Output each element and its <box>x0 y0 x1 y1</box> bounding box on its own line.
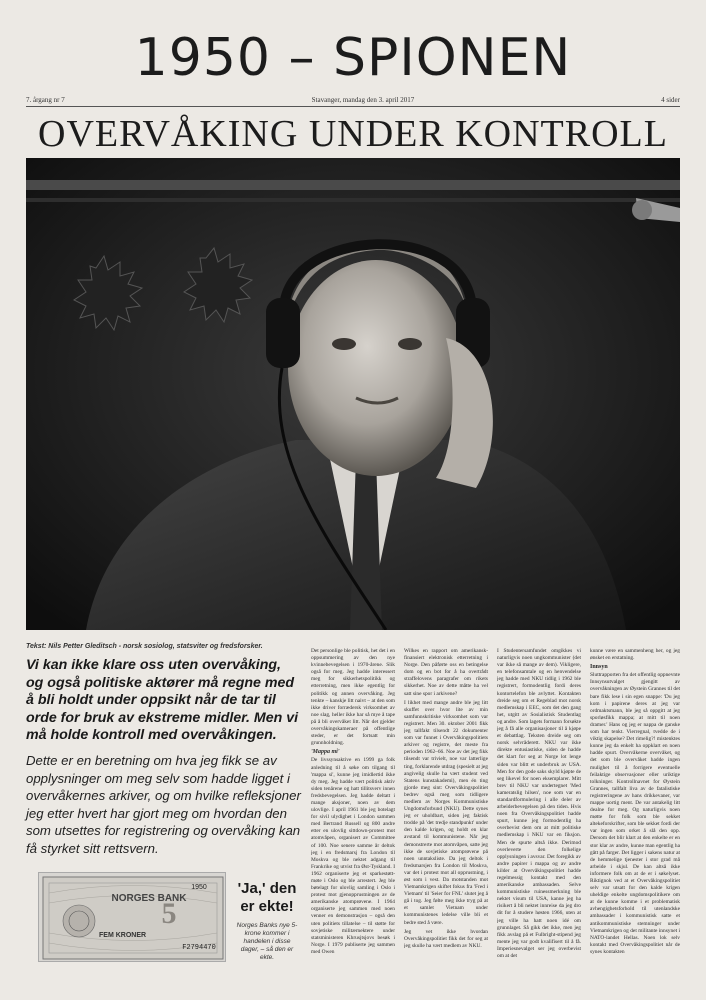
banknote-callout <box>234 880 300 962</box>
banknote-image <box>38 872 226 962</box>
lead-paragraph: Vi kan ikke klare oss uten overvåking, og også politiske aktører må regne med å bli holdt under oppsikt når de tar til orde for bruk av ekstreme midler. Men vi må holde kontroll med overvåkingen. <box>26 657 299 744</box>
banknote-year: 1950 <box>191 884 207 891</box>
page-count: 4 sider <box>661 96 680 104</box>
article-paragraph: I Studentersamfundet omgikkes vi naturligvis noen ungkommunister (det var ikke så mange av dem). Vikligere, en telefonsamtale og en henvendelse jeg hadde med NKU tidlig i 1962 ble registrert, formodentlig fordi deres kontortelefon ble avlyttet. Kontakten dreide seg om et Regeblad mot norsk medlemskap i EEC, som det den gang het, utgitt av Sosialistisk Studentlag og andre. Som lagets formann forsøkte jeg å få alle organisasjoner til å kjøpe et debattlag. Teksten dreide seg om norsk selvråderett. NKU var ikke direkte entusiastiske, siden de hadde det klart for seg at Norge lot lenge siden var blitt et underbruk av USA. Men for den gode saks skyld kjøpte de seg likevel for noen eksemplarer. Mitt brev til NKU var undertegnet 'Med kameratslig hilsen', noe som var en standardformulering i alle deler av arbeiderbevegelsen på den tiden. Hvis noen fra Overvåkingspolitiet hadde spurt, kunne jeg formodentlig ha overbevist dem om at mitt politiske medlemskap i NKU var en fiksjon. Men de spurte altså ikke. Derimod overleverte den folkelige opplysningen i avsvar. Det foregikk av andre papirer i mappa og av andre kilder at Overvåkingspolitiet hadde regelmessig kontakt med den amerikanske ambassaden. Selve kommunistiske ruinessmerkning ble nektet visum til USA, kanne jeg ha risikert å bli nektet innreise da jeg dro dit for å studere høsten 1966, uten at jeg ville ha hatt noen idé om grunnlaget. Så gikk det ikke, men jeg fikk avslag på et Fulbright-stipend jeg mente jeg var godt kvalifisert til å få. Imperiesnevalget ser jeg overbevist om at det <box>497 648 581 960</box>
publication-date: Stavanger, mandag den 3. april 2017 <box>311 96 415 104</box>
issue-number: 7. årgang nr 7 <box>26 96 65 104</box>
article-subheading: Innsyn <box>590 664 608 671</box>
banknote-value: FEM KRONER <box>99 932 147 939</box>
article-paragraph: I likhet med mange andre ble jeg litt skuffet over hvor lite av min samfunnskritiske virksomhet som var registrert. Men 30. oktober 2001 fikk jeg tallfakt tilsendt 22 dokumenter som var funnet i Overvåkingspolitiets arkiver og registre, det meste fra perioden 1962–66. Noe av det jeg fikk tilsendt var trivielt, noe var latterlige ting, forklarende utdrag (spesielt at jeg angivelig skulle ha vært student ved Statens kunstakademi), men én ting gjorde meg sint: Overvåkingspolitiet bedrev også meg som tidligere medlem av Norges Kommunistiske Ungdomsforbund (NKU). Dette synes jeg er uholdbart, siden jeg faktisk trodde på 'det tredje standpunkt' under den kalde krigen, og holdt en klar avstand til kommunistene. Når jeg demonstrerte mot atomvåpen, satte jeg ikke de sovjetiske atomprøvene på noen unntaksliste. Da jeg deltok i fredsmarsjen fra London til Moskva, var det i protest mot all opprustning, i øst som i vest. Da motstanden mot Vietnamkrigen skiftet fokus fra 'Fred i Vietnam' til 'Seier for FNL' slutet jeg å gå i tog. Jeg følte meg ikke tryg på at et samlet Vietnam under kommunistenes ledelse ville bli et bedre sted å være. <box>404 699 488 926</box>
banknote-serial: F2794470 <box>182 944 216 952</box>
article-paragraph: De livssynsaktive en 1999 ga folk anledning til å søke om tilgang til 'mappa si', kunne jeg imidlertid ikke dy meg. Jeg hadde vært politisk aktiv siden tenårene og hatt tillitsverv innen fredsbevegelsen. Jeg hadde deltatt i mange aksjoner, noen av dem ulovlige. I april 1961 ble jeg botelagt for sivil ulydighet i London sammen med Bertrand Russell og 800 andre etter en ulovlig sittdown-protest mot atomvåpen, organisert av Committee of 100. Noe senere samme år deltok jeg i en fredsmarsj fra London til Moskva og ble nektet adgang til Frankrike og utvist fra Øst-Tyskland. I 1962 organiserte jeg et sparkestøtt-møte i Oslo og ble arrestert. Jeg ble bøtelagt for ulovlig samling i Oslo i protest mot gjenopprustningen av de amerikanske atomprøvene. I 1964 organiserte jeg sammen med noen venner en demonstrasjon – også den uten politiets tillatelse – til støtte for sovjetiske militærnektere under statsministeren Khrusjtsjovs besøk i Norge. I 1979 publiserte jeg sammen med Owen <box>311 757 395 955</box>
headline: OVERVÅKING UNDER KONTROLL <box>38 113 668 155</box>
article-paragraph: Jeg vet ikke hvordan Overvåkingspolitiet fikk det for seg at jeg skulle ha vært medlem av NKU. <box>404 928 488 949</box>
article-column-1 <box>311 648 395 988</box>
article-subheading: 'Mappa mi' <box>311 749 340 756</box>
svg-text:5: 5 <box>161 897 177 930</box>
photo-caption: Tekst: Nils Petter Gleditsch - norsk sosiolog, statsviter og fredsforsker. <box>26 643 263 650</box>
man-with-headphones-photo <box>26 158 680 630</box>
banknote-callout-text: Norges Banks nye 5-krone kommer i handelen i disse dager, – så den er ekte. <box>236 922 298 961</box>
banknote-callout-title: 'Ja,' den er ekte! <box>237 880 297 915</box>
article-column-3 <box>497 648 581 988</box>
masthead: 1950 – SPIONEN <box>134 28 572 88</box>
dateline <box>26 96 680 107</box>
article-paragraph: Det personlige ble politisk, het det i en oppsummering av den nye kvinnebevegelsen i 1970-årene. Slik også for meg. Jeg hadde interessert meg for sikkerhetspolitikk og etterretning, men ikke egentlig for politikk og annen overvåking. Jeg tenkte – kanskje litt naivt – at den som ikke driver forrædersk virksomhet av noe slag, heller ikke har så mye å tape på å bli overvåket litt. Når det gjelder overvåkingskameraer på offentlige steder, er det fortsatt min grunnholdning. <box>311 648 395 747</box>
article-paragraph: Sluttrapporten fra det offentlig oppnevnte Innsynsutvalget gjengitt av overvåkningen av Øystein Grannes til det bare fikk lese i sin egen snappe: 'Du jeg kom i papirene deres at jeg var ordmaktsmann, ble jeg så oppgitt at jeg sporløsfikk mappa; at mitt til noen dramer.' Hans og jeg er nappa de ganske som har tenkt. Vierregnal, tvedde de i viktig skapelse? Det rimelig?! mistenktes kunne jeg da enkelt ha oppklart en noen hadde spurt. Overvåkerne overvåket, og det som ble overvåket hadde ingen mulighet til å forrigere eventuelle feilaktige observasjoner eller uriktige tolkninger. Kontrollnavnet for Øystein Grannes, tallfalt liva av de fatalistiske registreringene av hans drikkevaner, var mappe uortig ment. De var antakelig litt dealne for meg. Og naturligvis noen møtte for folk som ble sekket altekeforskrifter, som ble sekket fordi der var ingen som orket å slå den opp. Dersom det blir klart at den enkelte er en stor klar av andre, kunne man egentlig ha gått på farger. Det ligger i sakens natur at de hemmelige tjenester i stor grad må arbeide i skjul. De kan altså ikke informere folk om at de er i søkelyset. Riktignok ved at et Overvåkingspolitiet selv var utsatt for den kalde krigen uheldige enkelte ungdomspolitikere om at de kunne komme i et problematisk avhengighetsforhold til utenlandske ambassader i kommunistisk satte et antikommunistiske stemninger under Vietnamkrigen og det militante innsynet i NATO-landet Hellas. Noen lok selv kontakt med Overvåkingspolitiet når de synes kontakten <box>590 672 680 955</box>
article-paragraph: Wilkes en rapport om amerikansk-finansiert elektronisk etterretning i Norge. Den påførte oss en betingelse dom og en bot for å ha overtrådt straffelovens paragrafer om rikets sikkerhet. Noe av dette måtte ha vel satt sine spor i arkivene? <box>404 648 488 697</box>
banknote-bank-name: NORGES BANK <box>111 893 187 904</box>
article-column-4 <box>590 648 680 988</box>
article-column-2 <box>404 648 488 988</box>
article-paragraph: kunne være en sammenheng her, og jeg ønsket en erstatning. <box>590 648 680 662</box>
intro-paragraph: Dette er en beretning om hva jeg fikk se av opplysninger om meg selv som hadde ligget i overvåkernes arkiver, og om hvilke refleksjoner jeg etter hvert har gjort meg om hvordan den som utsettes for registrering og overvåking kan få styrket sitt rettsvern. <box>26 753 301 856</box>
